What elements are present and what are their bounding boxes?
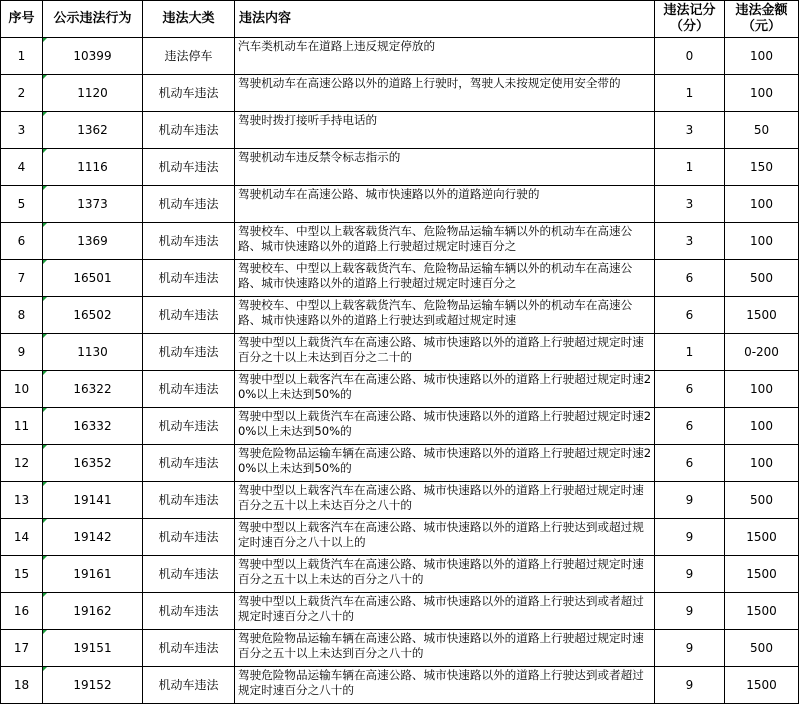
cell-marker-icon — [43, 408, 47, 412]
row-points-cell[interactable]: 3 — [655, 186, 725, 223]
row-code-text: 19151 — [73, 640, 112, 655]
row-category-cell[interactable]: 机动车违法 — [143, 667, 235, 704]
table-row — [1, 75, 799, 112]
header-category: 违法大类 — [143, 1, 235, 38]
row-code-text: 19161 — [73, 566, 112, 581]
table-row — [1, 593, 799, 630]
row-content-cell[interactable]: 驾驶校车、中型以上载客载货汽车、危险物品运输车辆以外的机动车在高速公路、城市快速路以外的道路上行驶超过规定时速百分之 — [235, 260, 655, 297]
row-content-cell[interactable]: 驾驶机动车在高速公路以外的道路上行驶时，驾驶人未按规定使用安全带的 — [235, 75, 655, 112]
row-content-cell[interactable]: 驾驶中型以上载客汽车在高速公路、城市快速路以外的道路上行驶超过规定时速20%以上未达到50%的 — [235, 371, 655, 408]
row-fine-cell[interactable]: 1500 — [725, 297, 799, 334]
row-points-cell[interactable]: 1 — [655, 75, 725, 112]
row-fine-cell[interactable]: 500 — [725, 482, 799, 519]
row-index-cell[interactable]: 12 — [1, 445, 43, 482]
row-code-text: 19142 — [73, 529, 112, 544]
row-fine-cell[interactable]: 100 — [725, 371, 799, 408]
row-index-cell[interactable]: 1 — [1, 38, 43, 75]
row-index-cell[interactable]: 9 — [1, 334, 43, 371]
row-content-cell[interactable]: 驾驶中型以上载货汽车在高速公路、城市快速路以外的道路上行驶达到或者超过规定时速百分之八十的 — [235, 593, 655, 630]
row-code-text: 19152 — [73, 677, 112, 692]
table-row — [1, 371, 799, 408]
table-row — [1, 297, 799, 334]
row-code-text: 19141 — [73, 492, 112, 507]
row-fine-cell[interactable]: 100 — [725, 186, 799, 223]
row-content-cell[interactable]: 驾驶校车、中型以上载客载货汽车、危险物品运输车辆以外的机动车在高速公路、城市快速路以外的道路上行驶达到或超过规定时速 — [235, 297, 655, 334]
row-code-cell[interactable] — [43, 556, 143, 593]
row-code-text: 16332 — [73, 418, 112, 433]
row-fine-cell[interactable]: 0-200 — [725, 334, 799, 371]
row-category-cell[interactable]: 机动车违法 — [143, 408, 235, 445]
row-index-cell[interactable]: 6 — [1, 223, 43, 260]
row-fine-cell[interactable]: 1500 — [725, 667, 799, 704]
row-category-cell[interactable]: 机动车违法 — [143, 149, 235, 186]
table-row — [1, 223, 799, 260]
table-row — [1, 482, 799, 519]
cell-marker-icon — [43, 371, 47, 375]
row-content-cell[interactable]: 驾驶校车、中型以上载客载货汽车、危险物品运输车辆以外的机动车在高速公路、城市快速路以外的道路上行驶超过规定时速百分之 — [235, 223, 655, 260]
row-code-cell[interactable] — [43, 149, 143, 186]
row-points-cell[interactable]: 6 — [655, 297, 725, 334]
row-content-cell[interactable]: 驾驶中型以上载货汽车在高速公路、城市快速路以外的道路上行驶超过规定时速百分之五十以上未达的百分之八十的 — [235, 556, 655, 593]
table-row — [1, 445, 799, 482]
row-content-cell[interactable]: 驾驶中型以上载客汽车在高速公路、城市快速路以外的道路上行驶达到或超过规定时速百分之八十以上的 — [235, 519, 655, 556]
table-row — [1, 556, 799, 593]
row-index-cell[interactable]: 8 — [1, 297, 43, 334]
cell-marker-icon — [43, 112, 47, 116]
row-code-text: 16502 — [73, 307, 112, 322]
cell-marker-icon — [43, 260, 47, 264]
row-code-text: 16322 — [73, 381, 112, 396]
row-content-cell[interactable]: 驾驶机动车违反禁令标志指示的 — [235, 149, 655, 186]
row-category-cell[interactable]: 机动车违法 — [143, 519, 235, 556]
row-content-cell[interactable]: 驾驶中型以上载货汽车在高速公路、城市快速路以外的道路上行驶超过规定时速百分之十以上未达到百分之二十的 — [235, 334, 655, 371]
row-content-cell[interactable]: 驾驶中型以上载货汽车在高速公路、城市快速路以外的道路上行驶超过规定时速20%以上未达到50%的 — [235, 408, 655, 445]
header-row — [1, 1, 799, 38]
row-fine-cell[interactable]: 100 — [725, 75, 799, 112]
table-row — [1, 408, 799, 445]
row-points-cell[interactable]: 9 — [655, 667, 725, 704]
row-category-cell[interactable]: 机动车违法 — [143, 445, 235, 482]
row-code-cell[interactable] — [43, 297, 143, 334]
header-fine: 违法金额（元） — [725, 1, 799, 38]
row-content-cell[interactable]: 汽车类机动车在道路上违反规定停放的 — [235, 38, 655, 75]
row-points-cell[interactable]: 9 — [655, 519, 725, 556]
cell-marker-icon — [43, 519, 47, 523]
row-points-cell[interactable]: 6 — [655, 260, 725, 297]
row-fine-cell[interactable]: 1500 — [725, 519, 799, 556]
table-row — [1, 149, 799, 186]
table-body — [1, 38, 799, 704]
row-code-text: 19162 — [73, 603, 112, 618]
row-code-cell[interactable] — [43, 630, 143, 667]
row-fine-cell[interactable]: 50 — [725, 112, 799, 149]
header-index: 序号 — [1, 1, 43, 38]
row-fine-cell[interactable]: 100 — [725, 38, 799, 75]
row-points-cell[interactable]: 9 — [655, 593, 725, 630]
row-code-cell[interactable] — [43, 519, 143, 556]
row-code-cell[interactable] — [43, 408, 143, 445]
row-points-cell[interactable]: 9 — [655, 482, 725, 519]
cell-marker-icon — [43, 186, 47, 190]
row-points-cell[interactable]: 0 — [655, 38, 725, 75]
row-code-cell[interactable] — [43, 482, 143, 519]
row-code-cell[interactable] — [43, 445, 143, 482]
row-points-cell[interactable]: 1 — [655, 149, 725, 186]
row-index-cell[interactable]: 15 — [1, 556, 43, 593]
row-category-cell[interactable]: 机动车违法 — [143, 112, 235, 149]
row-index-cell[interactable]: 10 — [1, 371, 43, 408]
row-index-cell[interactable]: 3 — [1, 112, 43, 149]
row-code-text: 16352 — [73, 455, 112, 470]
header-points: 违法记分（分） — [655, 1, 725, 38]
row-fine-cell[interactable]: 100 — [725, 445, 799, 482]
row-code-cell[interactable] — [43, 667, 143, 704]
row-code-cell[interactable] — [43, 223, 143, 260]
row-points-cell[interactable]: 6 — [655, 408, 725, 445]
row-points-cell[interactable]: 6 — [655, 445, 725, 482]
header-content: 违法内容 — [235, 1, 655, 38]
row-category-cell[interactable]: 机动车违法 — [143, 482, 235, 519]
row-category-cell[interactable]: 违法停车 — [143, 38, 235, 75]
table-row — [1, 38, 799, 75]
row-code-text: 16501 — [73, 270, 112, 285]
row-content-cell[interactable]: 驾驶时拨打接听手持电话的 — [235, 112, 655, 149]
header-code: 公示违法行为 — [43, 1, 143, 38]
table-row — [1, 260, 799, 297]
row-category-cell[interactable]: 机动车违法 — [143, 186, 235, 223]
row-index-cell[interactable]: 4 — [1, 149, 43, 186]
row-content-cell[interactable]: 驾驶机动车在高速公路、城市快速路以外的道路逆向行驶的 — [235, 186, 655, 223]
row-code-cell[interactable] — [43, 371, 143, 408]
cell-marker-icon — [43, 38, 47, 42]
cell-marker-icon — [43, 556, 47, 560]
row-category-cell[interactable]: 机动车违法 — [143, 75, 235, 112]
table-row — [1, 519, 799, 556]
row-index-cell[interactable]: 2 — [1, 75, 43, 112]
row-code-cell[interactable] — [43, 260, 143, 297]
row-category-cell[interactable]: 机动车违法 — [143, 371, 235, 408]
cell-marker-icon — [43, 445, 47, 449]
row-points-cell[interactable]: 1 — [655, 334, 725, 371]
table-row — [1, 112, 799, 149]
cell-marker-icon — [43, 223, 47, 227]
cell-marker-icon — [43, 334, 47, 338]
row-code-text: 1362 — [77, 122, 108, 137]
row-content-cell[interactable]: 驾驶中型以上载客汽车在高速公路、城市快速路以外的道路上行驶超过规定时速百分之五十以上未达百分之八十的 — [235, 482, 655, 519]
row-code-text: 1116 — [77, 159, 108, 174]
row-fine-cell[interactable]: 100 — [725, 223, 799, 260]
row-index-cell[interactable]: 14 — [1, 519, 43, 556]
row-fine-cell[interactable]: 150 — [725, 149, 799, 186]
row-points-cell[interactable]: 6 — [655, 371, 725, 408]
row-content-cell[interactable]: 驾驶危险物品运输车辆在高速公路、城市快速路以外的道路上行驶超过规定时速百分之五十以上未达到百分之八十的 — [235, 630, 655, 667]
row-fine-cell[interactable]: 1500 — [725, 593, 799, 630]
row-index-cell[interactable]: 11 — [1, 408, 43, 445]
row-category-cell[interactable]: 机动车违法 — [143, 260, 235, 297]
row-category-cell[interactable]: 机动车违法 — [143, 297, 235, 334]
cell-marker-icon — [43, 75, 47, 79]
table-row — [1, 186, 799, 223]
row-content-cell[interactable]: 驾驶危险物品运输车辆在高速公路、城市快速路以外的道路上行驶达到或者超过规定时速百分之八十的 — [235, 667, 655, 704]
cell-marker-icon — [43, 593, 47, 597]
row-code-cell[interactable] — [43, 112, 143, 149]
table-row — [1, 630, 799, 667]
row-fine-cell[interactable]: 500 — [725, 260, 799, 297]
row-category-cell[interactable]: 机动车违法 — [143, 334, 235, 371]
row-code-text: 1369 — [77, 233, 108, 248]
row-code-cell[interactable] — [43, 38, 143, 75]
cell-marker-icon — [43, 482, 47, 486]
row-fine-cell[interactable]: 500 — [725, 630, 799, 667]
row-points-cell[interactable]: 9 — [655, 630, 725, 667]
row-content-cell[interactable]: 驾驶危险物品运输车辆在高速公路、城市快速路以外的道路上行驶超过规定时速20%以上未达到50%的 — [235, 445, 655, 482]
row-code-text: 1373 — [77, 196, 108, 211]
cell-marker-icon — [43, 297, 47, 301]
row-index-cell[interactable]: 7 — [1, 260, 43, 297]
row-index-cell[interactable]: 5 — [1, 186, 43, 223]
table-row — [1, 334, 799, 371]
row-fine-cell[interactable]: 1500 — [725, 556, 799, 593]
row-code-cell[interactable] — [43, 75, 143, 112]
row-code-cell[interactable] — [43, 593, 143, 630]
cell-marker-icon — [43, 149, 47, 153]
table-row — [1, 667, 799, 704]
row-index-cell[interactable]: 13 — [1, 482, 43, 519]
row-category-cell[interactable]: 机动车违法 — [143, 593, 235, 630]
row-code-text: 1130 — [77, 344, 108, 359]
row-code-text: 1120 — [77, 85, 108, 100]
row-code-cell[interactable] — [43, 186, 143, 223]
row-category-cell[interactable]: 机动车违法 — [143, 630, 235, 667]
row-points-cell[interactable]: 3 — [655, 112, 725, 149]
row-code-text: 10399 — [73, 48, 112, 63]
row-index-cell[interactable]: 18 — [1, 667, 43, 704]
row-code-cell[interactable] — [43, 334, 143, 371]
cell-marker-icon — [43, 667, 47, 671]
row-points-cell[interactable]: 3 — [655, 223, 725, 260]
row-category-cell[interactable]: 机动车违法 — [143, 223, 235, 260]
row-category-cell[interactable]: 机动车违法 — [143, 556, 235, 593]
row-index-cell[interactable]: 16 — [1, 593, 43, 630]
row-points-cell[interactable]: 9 — [655, 556, 725, 593]
row-fine-cell[interactable]: 100 — [725, 408, 799, 445]
row-index-cell[interactable]: 17 — [1, 630, 43, 667]
cell-marker-icon — [43, 630, 47, 634]
